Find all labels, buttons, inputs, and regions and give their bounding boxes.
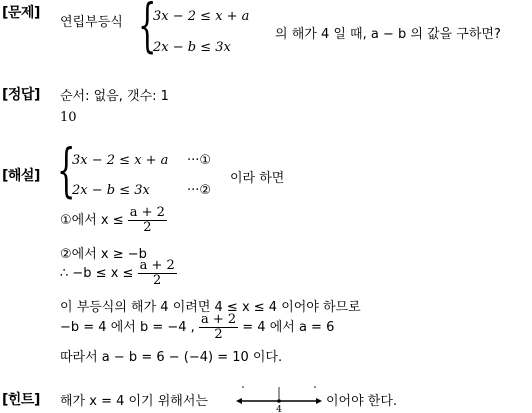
explanation-label: [해설] bbox=[2, 168, 40, 184]
number-line-right-arrow bbox=[316, 398, 322, 404]
number-line-dot-left bbox=[242, 386, 244, 388]
explanation-inequality-2: 2x − b ≤ 3x bbox=[72, 183, 150, 198]
explanation-line-1-text: ①에서 x ≤ bbox=[60, 213, 124, 228]
explanation-line-1-fraction: $\frac{a + 2}{2}$ bbox=[129, 205, 165, 235]
explanation-line-3 bbox=[60, 259, 177, 288]
explanation-inequality-1: 3x − 2 ≤ x + a bbox=[72, 153, 169, 168]
number-line-point bbox=[277, 399, 281, 403]
explanation-line-1 bbox=[60, 206, 167, 235]
explanation-line-2: ②에서 x ≥ −b bbox=[60, 247, 147, 262]
problem-label: [문제] bbox=[2, 5, 40, 21]
number-line-dot-right bbox=[314, 386, 316, 388]
number-line bbox=[236, 382, 322, 413]
problem-inequality-2: 2x − b ≤ 3x bbox=[153, 40, 231, 55]
explanation-line-4: 이 부등식의 해가 4 이려면 4 ≤ x ≤ 4 이어야 하므로 bbox=[60, 300, 361, 315]
explanation-line-5-suffix: = 4 에서 a = 6 bbox=[242, 320, 335, 335]
explanation-line-6: 따라서 a − b = 6 − (−4) = 10 이다. bbox=[60, 350, 283, 365]
problem-brace: { bbox=[138, 0, 157, 59]
answer-label: [정답] bbox=[2, 87, 40, 103]
hint-prefix: 해가 x = 4 이기 위해서는 bbox=[60, 394, 208, 409]
answer-value: 10 bbox=[60, 110, 77, 125]
hint-label: [힌트] bbox=[2, 392, 40, 408]
explanation-line-5-text: −b = 4 에서 b = −4 , bbox=[60, 320, 195, 335]
number-line-left-arrow bbox=[236, 398, 242, 404]
problem-prefix: 연립부등식 bbox=[60, 15, 123, 30]
explanation-tag-1: ···① bbox=[187, 153, 212, 168]
explanation-brace: { bbox=[57, 136, 76, 204]
explanation-line-3-fraction: $\frac{a + 2}{2}$ bbox=[139, 258, 175, 288]
problem-suffix: 의 해가 4 일 때, a − b 의 값을 구하면? bbox=[275, 27, 501, 42]
explanation-line-5-fraction: $\frac{a + 2}{2}$ bbox=[200, 312, 237, 342]
explanation-line-3-text: ∴ −b ≤ x ≤ bbox=[60, 266, 134, 281]
explanation-tag-2: ···② bbox=[187, 183, 212, 198]
number-line-tick-label: 4 bbox=[276, 405, 282, 413]
answer-meta: 순서: 없음, 갯수: 1 bbox=[60, 89, 169, 104]
hint-suffix: 이어야 한다. bbox=[326, 394, 398, 409]
explanation-line-5 bbox=[60, 313, 334, 342]
explanation-system-suffix: 이라 하면 bbox=[230, 171, 285, 186]
problem-inequality-1: 3x − 2 ≤ x + a bbox=[153, 9, 250, 24]
